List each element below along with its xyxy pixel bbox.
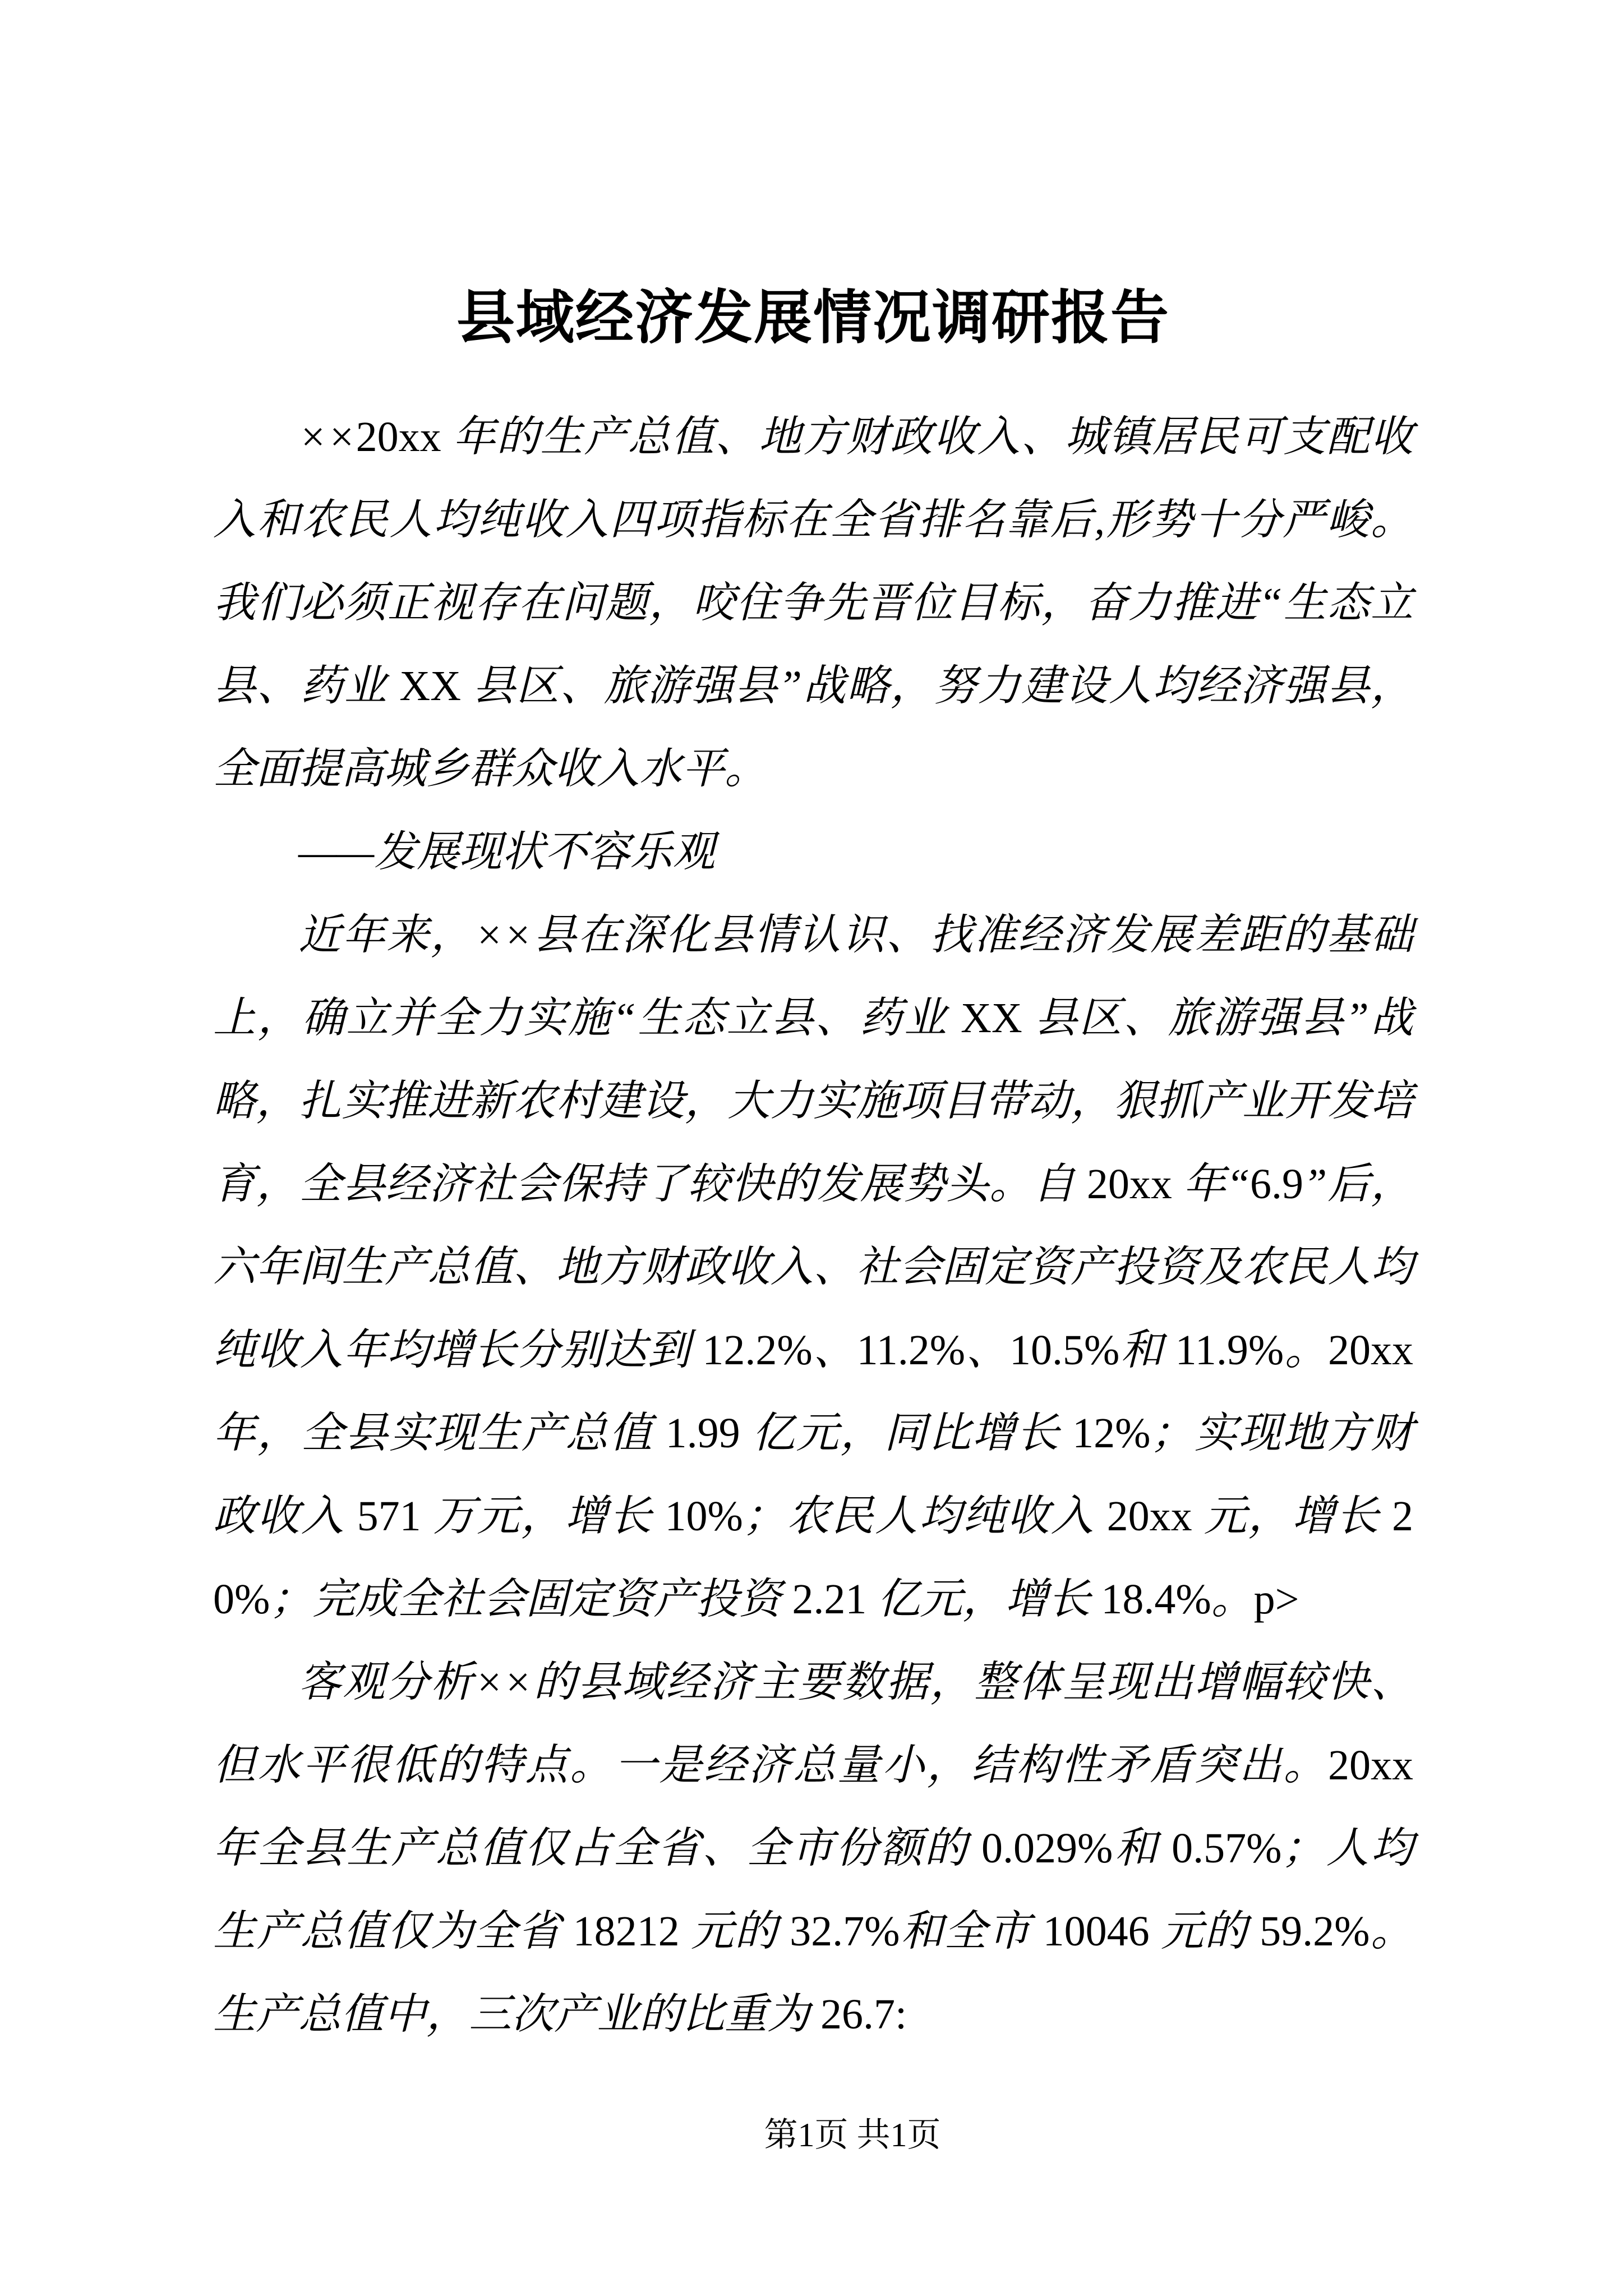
paragraph-development-status: 近年来，××县在深化县情认识、找准经济发展差距的基础上，确立并全力实施“生态立县、药业 XX 县区、旅游强县”战略，扎实推进新农村建设，大力实施项目带动，狠抓产业开发培育，全县经济社会保持了较快的发展势头。自 20xx 年“6.9”后，六年间生产总值、地方财政收入、社会固定资产投资及农民人均纯收入年均增长分别达到 12.2%、11.2%、10.5%和 11.9%。20xx 年，全县实现生产总值 1.99 亿元，同比增长 12%；实现地方财政收入 571 万元，增长 10%；农民人均纯收入 20xx 元，增长 20%；完成全社会固定资产投资 2.21 亿元，增长 18.4%。p>	[213, 912, 1414, 1623]
page-number-text: 第1页 共1页	[764, 2116, 941, 2154]
document-title: 县域经济发展情况调研报告	[456, 286, 1170, 351]
paragraph-dash-heading: ——发展现状不容乐观	[298, 829, 716, 876]
paragraph-analysis: 客观分析××的县域经济主要数据，整体呈现出增幅较快、但水平很低的特点。一是经济总量小，结构性矛盾突出。20xx 年全县生产总值仅占全省、全市份额的 0.029%和 0.57%；人均生产总值仅为全省 18212 元的 32.7%和全市 10046 元的 59.2%。生产总值中，三次产业的比重为 26.7:	[213, 1659, 1414, 2038]
page-footer	[252, 2115, 1453, 2155]
document-body	[213, 395, 1413, 2056]
document-content	[213, 282, 1413, 2056]
paragraph-intro: ××20xx 年的生产总值、地方财政收入、城镇居民可支配收入和农民人均纯收入四项指标在全省排名靠后,形势十分严峻。我们必须正视存在问题，咬住争先晋位目标，奋力推进“生态立县、药业 XX 县区、旅游强县”战略，努力建设人均经济强县，全面提高城乡群众收入水平。	[213, 413, 1413, 793]
